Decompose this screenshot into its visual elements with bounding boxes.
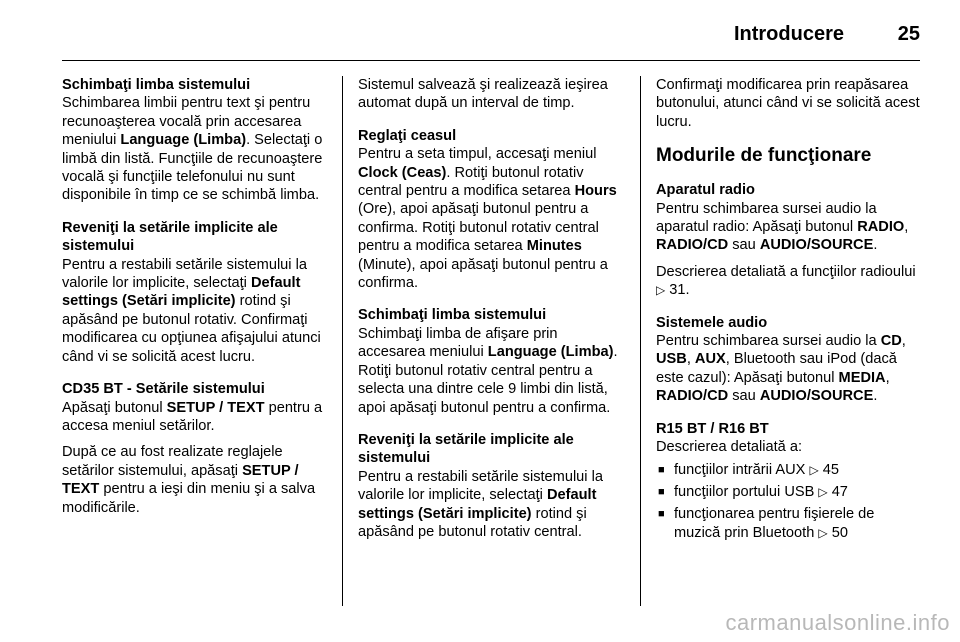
section-heading: Schimbaţi limba sistemului: [62, 77, 251, 93]
page-reference-icon: ▷: [818, 525, 828, 540]
paragraph: Pentru schimbarea sursei audio la aparatul radio: Apăsaţi butonul RADIO, RADIO/CD sau AUDIO/SOURCE.: [656, 200, 909, 254]
section-heading: Reveniţi la setările implicite ale sistemului: [358, 431, 574, 467]
paragraph: Descrierea detaliată a:: [656, 439, 803, 456]
section-heading: Schimbaţi limba sistemului: [358, 307, 547, 324]
section-cd35-settings: [62, 380, 330, 517]
paragraph: Schimbarea limbii pentru text şi pentru recunoaşterea vocală prin accesarea meniului Language (Limba). Selectaţi o limbă din listă. Funcţiile de recunoaştere vocală şi funcţiile telefonului nu sunt disponibile în timp ce se schimbă limba.: [62, 95, 323, 204]
square-bullet-icon: ■: [658, 485, 665, 498]
section-heading: Reveniţi la setările implicite ale sistemului: [62, 219, 278, 255]
paragraph: Apăsaţi butonul SETUP / TEXT pentru a accesa meniul setărilor.: [62, 399, 323, 434]
paragraph: Descrierea detaliată a funcţiilor radioului ▷ 31.: [656, 263, 916, 299]
section-clock: [358, 127, 626, 293]
section-heading: CD35 BT - Setările sistemului: [62, 381, 265, 398]
paragraph: Pentru a seta timpul, accesaţi meniul Clock (Ceas). Rotiţi butonul rotativ central pentru a modifica setarea Hours (Ore), apoi apăsaţi butonul pentru a confirma. Rotiţi butonul rotativ central pentru a modifica setarea Minutes (Minute), apoi apăsaţi butonul pentru a confirma.: [358, 146, 617, 292]
paragraph: Pentru a restabili setările sistemului la valorile lor implicite, selectaţi Default settings (Setări implicite) rotind şi apăsând pe butonul rotativ. Confirmaţi modificarea cu opţiunea afişajului atunci când vi se solicită acest lucru.: [62, 256, 321, 365]
paragraph: Sistemul salvează şi realizează ieşirea automat după un interval de timp.: [358, 77, 608, 112]
chapter-title: Introducere: [733, 23, 844, 45]
section-display-language: [358, 306, 626, 416]
section-system-language: [62, 76, 330, 205]
column-divider: [640, 76, 641, 606]
page-reference-icon: ▷: [818, 484, 828, 499]
page-header: [62, 18, 920, 61]
column-1: [62, 76, 330, 531]
column-2: [358, 76, 626, 555]
page-number: 25: [897, 23, 920, 45]
section-heading: Reglaţi ceasul: [358, 127, 457, 144]
column-3: [656, 76, 922, 556]
paragraph: Confirmaţi modificarea prin reapăsarea butonului, atunci când vi se solicită acest lucru.: [656, 77, 920, 130]
watermark: carmanualsonline.info: [725, 610, 950, 635]
section-heading: R15 BT / R16 BT: [656, 420, 769, 437]
list-item: ■ funcţiilor intrării AUX ▷ 45: [658, 461, 839, 478]
section-audio-systems: [656, 314, 922, 406]
paragraph: După ce au fost realizate reglajele setărilor sistemului, apăsaţi SETUP / TEXT pentru a ieşi din meniu şi a salva modificările.: [62, 444, 316, 516]
section-heading: Sistemele audio: [656, 314, 768, 331]
page-reference-icon: ▷: [656, 283, 666, 298]
section-heading: Aparatul radio: [656, 182, 755, 199]
page-reference-icon: ▷: [809, 462, 819, 477]
section-r15-r16: [656, 420, 922, 542]
paragraph: Pentru a restabili setările sistemului la valorile lor implicite, selectaţi Default settings (Setări implicite) rotind şi apăsând pe butonul rotativ central.: [358, 468, 603, 540]
paragraph: Pentru schimbarea sursei audio la CD, USB, AUX, Bluetooth sau iPod (dacă este cazul): Apăsaţi butonul MEDIA, RADIO/CD sau AUDIO/SOURCE.: [656, 333, 906, 405]
paragraph: Schimbaţi limba de afişare prin accesarea meniului Language (Limba). Rotiţi butonul rotativ central pentru a selecta una dintre cele 9 limbi din listă, apoi apăsaţi butonul pentru a confirma.: [358, 325, 618, 416]
square-bullet-icon: ■: [658, 508, 665, 521]
section-radio: [656, 181, 922, 299]
bullet-list: [656, 461, 922, 543]
square-bullet-icon: ■: [658, 463, 665, 476]
major-heading: Modurile de funcţionare: [656, 145, 872, 167]
section-default-settings: [358, 431, 626, 541]
column-divider: [342, 76, 343, 606]
section-default-settings: [62, 219, 330, 366]
list-item: ■ funcţiilor portului USB ▷ 47: [658, 483, 848, 500]
list-item: ■ funcţionarea pentru fişierele de muzică prin Bluetooth ▷ 50: [658, 506, 875, 541]
